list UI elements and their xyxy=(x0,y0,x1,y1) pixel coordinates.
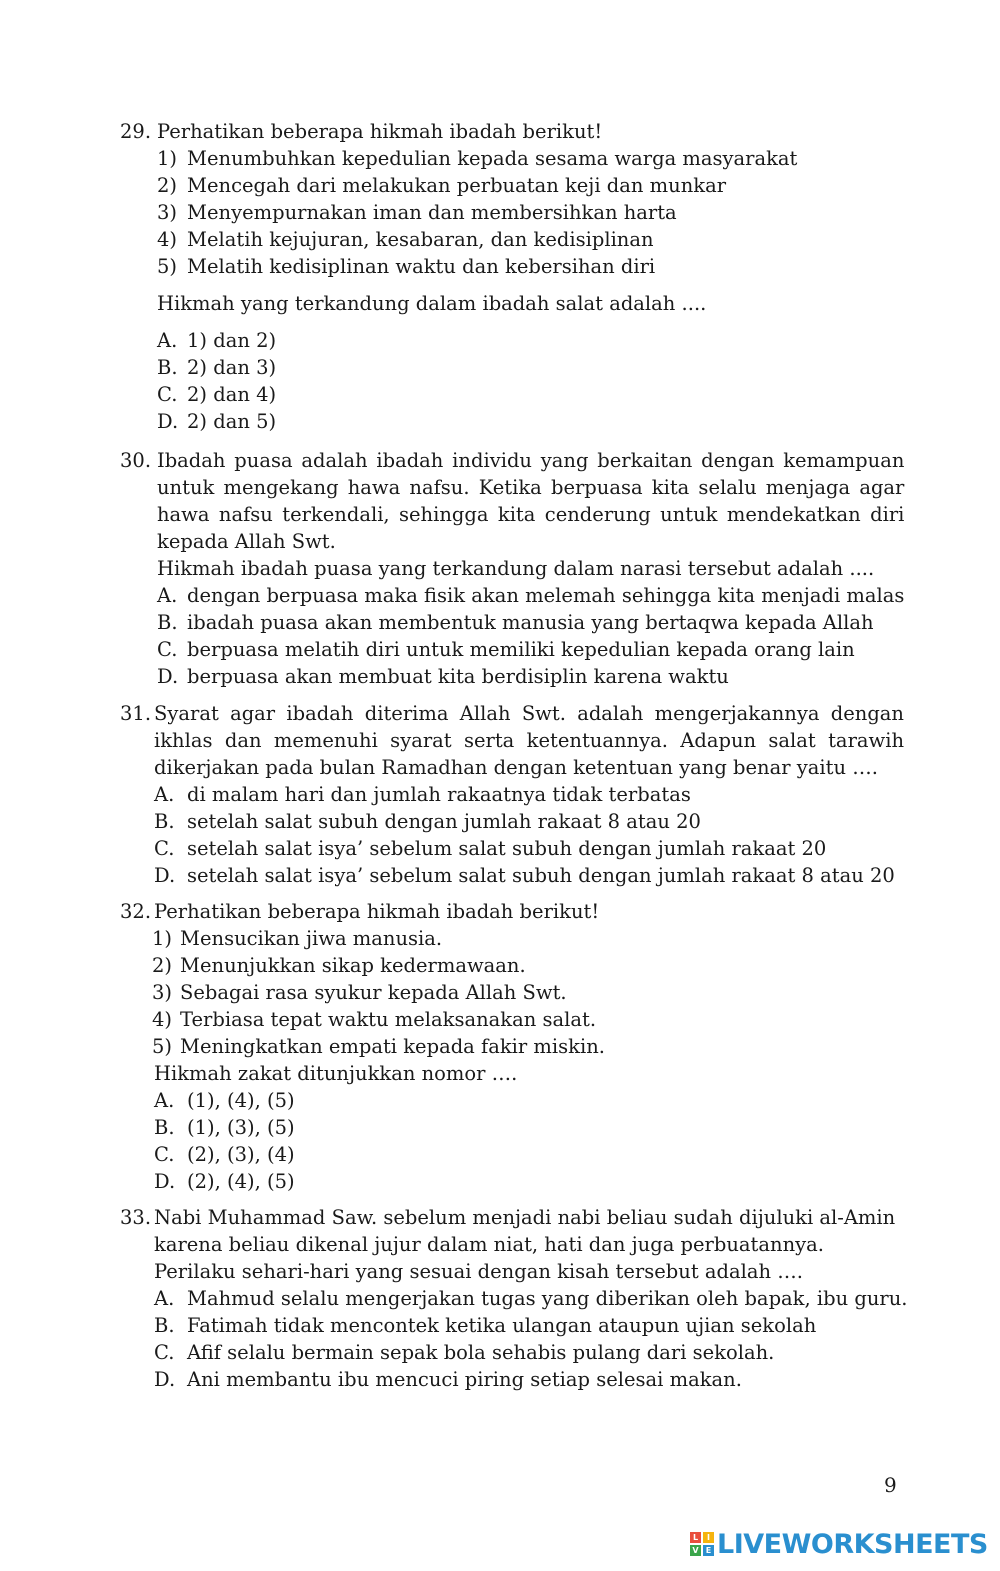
answer-option-a[interactable]: A. di malam hari dan jumlah rakaatnya tidak terbatas xyxy=(154,783,691,806)
answer-option-d[interactable]: D. berpuasa akan membuat kita berdisiplin karena waktu xyxy=(157,665,729,688)
question-prompt: Hikmah zakat ditunjukkan nomor …. xyxy=(154,1062,518,1085)
logo-text: LIVEWORKSHEETS xyxy=(717,1528,988,1560)
answer-option-d[interactable]: D. 2) dan 5) xyxy=(157,410,277,433)
question-stem-line: Perilaku sehari-hari yang sesuai dengan kisah tersebut adalah …. xyxy=(154,1260,803,1283)
question-prompt: Hikmah yang terkandung dalam ibadah salat adalah .... xyxy=(157,292,707,315)
question-stem: Perhatikan beberapa hikmah ibadah berikut! xyxy=(154,900,600,923)
answer-option-c[interactable]: C. (2), (3), (4) xyxy=(154,1143,295,1166)
question-stem-line: ikhlas dan memenuhi syarat serta ketentuannya. Adapun salat tarawih xyxy=(154,729,904,752)
page-number: 9 xyxy=(884,1473,897,1497)
statement-item: 1) Mensucikan jiwa manusia. xyxy=(152,927,443,950)
statement-item: 3) Menyempurnakan iman dan membersihkan harta xyxy=(157,201,677,224)
statement-item: 2) Menunjukkan sikap kedermawaan. xyxy=(152,954,526,977)
question-stem-line: Nabi Muhammad Saw. sebelum menjadi nabi beliau sudah dijuluki al-Amin xyxy=(154,1206,896,1229)
question-stem-line: karena beliau dikenal jujur dalam niat, hati dan juga perbuatannya. xyxy=(154,1233,824,1256)
statement-item: 1) Menumbuhkan kepedulian kepada sesama warga masyarakat xyxy=(157,147,798,170)
question-31 xyxy=(120,700,904,889)
answer-option-b[interactable]: B. 2) dan 3) xyxy=(157,356,277,379)
question-number: 33. xyxy=(120,1206,152,1229)
answer-option-a[interactable]: A. dengan berpuasa maka fisik akan melemah sehingga kita menjadi malas xyxy=(157,584,905,607)
logo-icon: L I V E xyxy=(690,1532,714,1556)
statement-item: 4) Terbiasa tepat waktu melaksanakan salat. xyxy=(152,1008,597,1031)
statement-item: 3) Sebagai rasa syukur kepada Allah Swt. xyxy=(152,981,567,1004)
statement-item: 5) Meningkatkan empati kepada fakir miskin. xyxy=(152,1035,605,1058)
question-stem: Perhatikan beberapa hikmah ibadah berikut! xyxy=(157,120,603,143)
question-number: 29. xyxy=(120,120,152,143)
answer-option-b[interactable]: B. (1), (3), (5) xyxy=(154,1116,295,1139)
question-stem-line: Syarat agar ibadah diterima Allah Swt. adalah mengerjakannya dengan xyxy=(154,702,904,725)
answer-option-c[interactable]: C. Afif selalu bermain sepak bola sehabis pulang dari sekolah. xyxy=(154,1341,775,1364)
question-stem-line: dikerjakan pada bulan Ramadhan dengan ketentuan yang benar yaitu …. xyxy=(154,756,878,779)
answer-option-c[interactable]: C. 2) dan 4) xyxy=(157,383,277,406)
answer-option-b[interactable]: B. Fatimah tidak mencontek ketika ulangan ataupun ujian sekolah xyxy=(154,1314,817,1337)
liveworksheets-logo xyxy=(690,1524,988,1564)
question-prompt: Hikmah ibadah puasa yang terkandung dalam narasi tersebut adalah .... xyxy=(157,557,875,580)
answer-option-b[interactable]: B. ibadah puasa akan membentuk manusia yang bertaqwa kepada Allah xyxy=(157,611,874,634)
question-number: 32. xyxy=(120,900,152,923)
answer-option-b[interactable]: B. setelah salat subuh dengan jumlah rakaat 8 atau 20 xyxy=(154,810,701,833)
statement-item: 5) Melatih kedisiplinan waktu dan kebersihan diri xyxy=(157,255,656,278)
statement-item: 4) Melatih kejujuran, kesabaran, dan kedisiplinan xyxy=(157,228,654,251)
answer-option-d[interactable]: D. setelah salat isya’ sebelum salat subuh dengan jumlah rakaat 8 atau 20 xyxy=(154,864,895,887)
question-number: 30. xyxy=(120,449,152,472)
answer-option-c[interactable]: C. setelah salat isya’ sebelum salat subuh dengan jumlah rakaat 20 xyxy=(154,837,827,860)
question-stem-line: kepada Allah Swt. xyxy=(157,530,336,553)
answer-option-c[interactable]: C. berpuasa melatih diri untuk memiliki kepedulian kepada orang lain xyxy=(157,638,855,661)
answer-option-a[interactable]: A. Mahmud selalu mengerjakan tugas yang diberikan oleh bapak, ibu guru. xyxy=(154,1287,908,1310)
answer-option-a[interactable]: A. (1), (4), (5) xyxy=(154,1089,295,1112)
question-30 xyxy=(120,447,904,690)
answer-option-d[interactable]: D. (2), (4), (5) xyxy=(154,1170,295,1193)
question-29 xyxy=(120,118,904,435)
question-32 xyxy=(120,898,904,1195)
question-stem-line: untuk mengekang hawa nafsu. Ketika berpuasa kita selalu menjaga agar xyxy=(157,476,905,499)
question-stem-line: Ibadah puasa adalah ibadah individu yang berkaitan dengan kemampuan xyxy=(157,449,905,472)
answer-option-d[interactable]: D. Ani membantu ibu mencuci piring setiap selesai makan. xyxy=(154,1368,742,1391)
answer-option-a[interactable]: A. 1) dan 2) xyxy=(157,329,277,352)
question-stem-line: hawa nafsu terkendali, sehingga kita cenderung untuk mendekatkan diri xyxy=(157,503,905,526)
question-number: 31. xyxy=(120,702,152,725)
statement-item: 2) Mencegah dari melakukan perbuatan keji dan munkar xyxy=(157,174,727,197)
question-33 xyxy=(120,1204,908,1393)
